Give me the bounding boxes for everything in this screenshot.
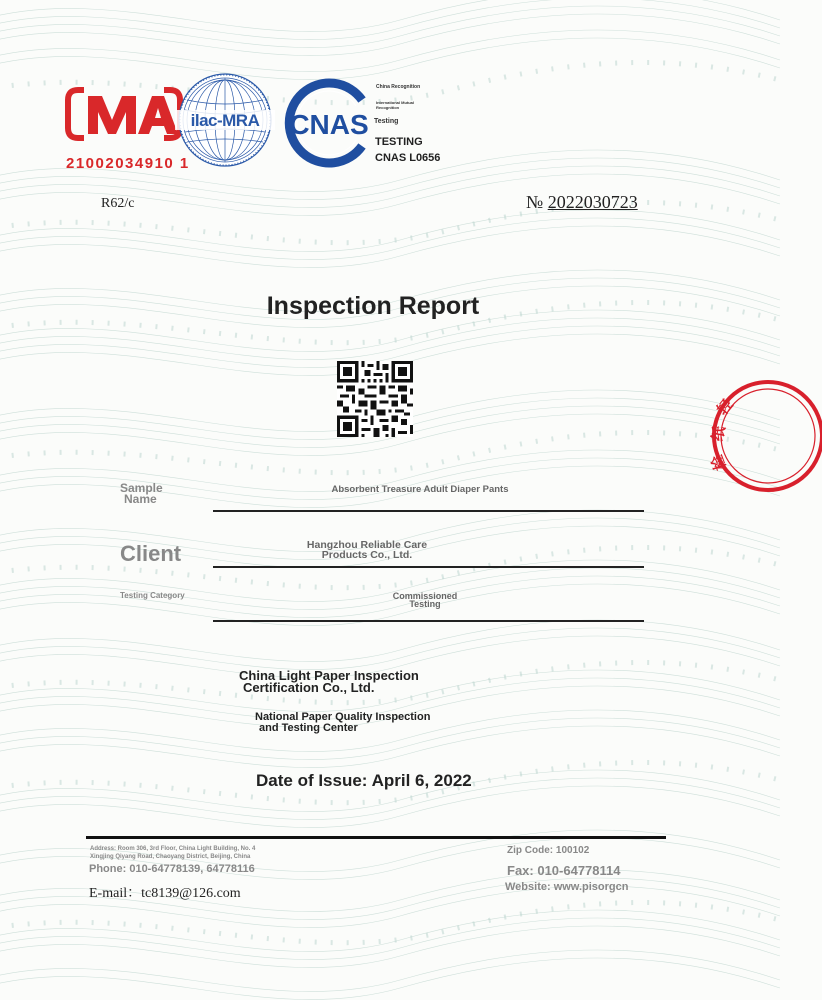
- footer-website[interactable]: Website: www.pisorgcn: [505, 881, 629, 893]
- cnas-mutual-text: International Mutual: [376, 100, 414, 105]
- report-number: [526, 192, 638, 213]
- page-title: Inspection Report: [266, 292, 480, 320]
- client-value-line1: Hangzhou Reliable Care: [306, 539, 428, 551]
- footer-address-line2: Xingjing Qiyang Road, Chaoyang District, Beijing, China: [90, 854, 251, 860]
- cnas-code: CNAS L0656: [375, 152, 441, 164]
- reference-code: R62/c: [101, 196, 135, 211]
- footer-email[interactable]: E-mail：tc8139@126.com: [89, 886, 241, 901]
- report-number-prefix: №: [526, 192, 544, 212]
- testing-center-line2: and Testing Center: [259, 722, 358, 734]
- client-label: Client: [120, 541, 182, 566]
- testing-category-value-line2: Testing: [409, 599, 441, 609]
- cnas-logo: [282, 80, 377, 166]
- report-number-value: 2022030723: [547, 192, 638, 212]
- testing-category-value-line1: Commissioned: [392, 591, 458, 601]
- footer-divider: [86, 836, 666, 839]
- client-value-line2: Products Co., Ltd.: [321, 549, 413, 561]
- issue-date: Date of Issue: April 6, 2022: [256, 771, 472, 790]
- footer-phone: Phone: 010-64778139, 64778116: [89, 863, 255, 875]
- cnas-recognition-text: China Recognition: [376, 84, 421, 90]
- sample-name-label: [120, 483, 163, 505]
- issuing-company-line2: Certification Co., Ltd.: [243, 680, 375, 695]
- svg-text:纸: 纸: [708, 424, 729, 443]
- sample-name-label-line1: Sample: [120, 481, 163, 495]
- footer-fax: Fax: 010-64778114: [507, 863, 621, 878]
- official-seal-stamp: [707, 376, 822, 496]
- sample-name-label-line2: Name: [124, 492, 157, 506]
- testing-category-value: [380, 592, 470, 608]
- cnas-testing-label: TESTING: [375, 136, 423, 148]
- issuing-company-line1: China Light Paper Inspection: [239, 668, 419, 683]
- qr-code[interactable]: [337, 361, 413, 437]
- testing-category-underline: [213, 620, 644, 622]
- footer-address-line1: Address: Room 306, 3rd Floor, China Light Building, No. 4: [90, 846, 256, 852]
- testing-center-line1: National Paper Quality Inspection: [255, 711, 431, 723]
- svg-text:检: 检: [707, 452, 730, 473]
- footer-zip-code: Zip Code: 100102: [507, 845, 590, 856]
- cnas-testing-small: Testing: [374, 118, 399, 125]
- ilac-mra-logo: [175, 70, 275, 170]
- client-value: [292, 540, 442, 560]
- cma-logo: [64, 86, 184, 142]
- client-underline: [213, 566, 644, 568]
- svg-text:轻: 轻: [713, 395, 737, 419]
- cma-number: 21002034910 1: [66, 155, 190, 172]
- issuing-company: [239, 670, 419, 694]
- sample-name-value: Absorbent Treasure Adult Diaper Pants: [331, 484, 509, 495]
- cnas-mutual-text-2: Recognition: [376, 105, 400, 110]
- sample-name-underline: [213, 510, 644, 512]
- testing-center: [255, 712, 430, 734]
- svg-text:CNAS: CNAS: [289, 109, 369, 140]
- footer-address: [90, 845, 255, 861]
- testing-category-label: Testing Category: [120, 591, 185, 600]
- svg-text:ilac-MRA: ilac-MRA: [190, 111, 260, 130]
